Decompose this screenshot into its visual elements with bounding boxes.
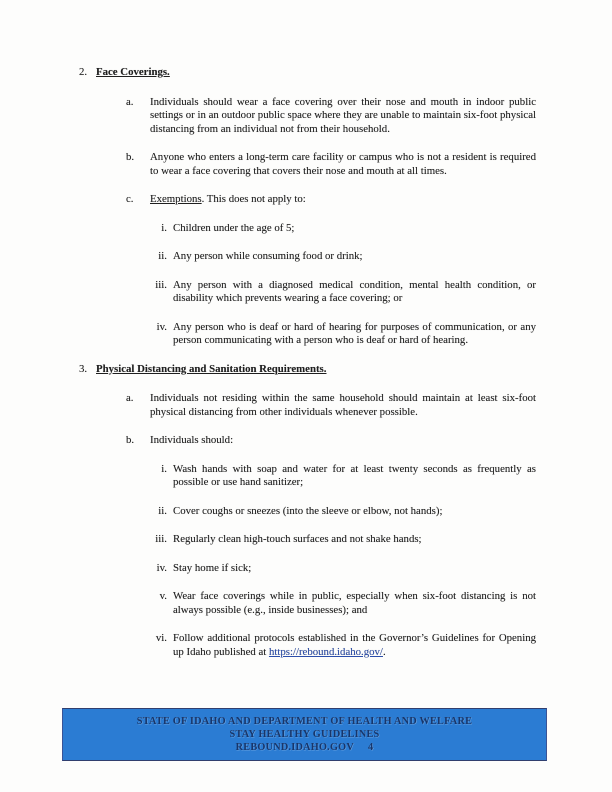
list-item-3b-vi	[146, 632, 536, 659]
section-title: Physical Distancing and Sanitation Requirements.	[96, 362, 327, 375]
list-item-3b-iv	[146, 562, 536, 576]
roman-label: i.	[161, 462, 167, 475]
roman-item-text: Wash hands with soap and water for at least twenty seconds as frequently as possible or use hand sanitizer;	[173, 462, 536, 488]
list-item-text	[150, 193, 536, 207]
document-content	[0, 66, 612, 674]
section-heading-physical-distancing	[79, 363, 612, 377]
list-item-label: a.	[126, 392, 134, 404]
list-item-text: Anyone who enters a long-term care facility or campus who is not a resident is required to wear a face covering that covers their nose and mouth at all times.	[150, 151, 536, 177]
footer-site-text: REBOUND.IDAHO.GOV	[235, 742, 355, 753]
footer-banner	[62, 708, 547, 761]
vi-text-before-link: Follow additional protocols established in the Governor’s Guidelines for Opening up Idaho published at	[173, 632, 536, 658]
roman-item-text: Stay home if sick;	[173, 561, 252, 574]
roman-label: iii.	[155, 533, 167, 545]
list-item-label: c.	[126, 193, 134, 205]
list-item-3b-iii	[146, 533, 536, 547]
roman-item-text: Regularly clean high-touch surfaces and not shake hands;	[173, 533, 422, 545]
roman-item-text: Any person while consuming food or drink;	[173, 250, 363, 262]
footer-line-2: STAY HEALTHY GUIDELINES	[229, 729, 380, 740]
list-item-text: Individuals not residing within the same household should maintain at least six-foot physical distancing from other individuals whenever possible.	[150, 392, 536, 418]
footer-page-number: 4	[368, 742, 374, 753]
list-item-2c-iii	[146, 279, 536, 306]
list-item-2c	[126, 193, 536, 207]
roman-item-text	[173, 632, 536, 659]
roman-item-text: Children under the age of 5;	[173, 221, 295, 234]
roman-label: iv.	[156, 561, 167, 574]
roman-label: ii.	[158, 250, 167, 262]
vi-text-after-link: .	[382, 645, 386, 658]
section-number: 2.	[79, 66, 88, 78]
list-item-label: a.	[126, 95, 134, 108]
list-item-2a	[126, 96, 536, 137]
list-item-text: Individuals should wear a face covering over their nose and mouth in indoor public settings or in an outdoor public space where they are unable to maintain six-foot physical distancing from an individual not from their household.	[150, 95, 536, 135]
roman-label: v.	[159, 590, 167, 602]
exemptions-rest-text: . This does not apply to:	[201, 193, 306, 205]
roman-item-text: Wear face coverings while in public, especially when six-foot distancing is not always possible (e.g., inside businesses); and	[173, 590, 536, 616]
section-title: Face Coverings.	[96, 66, 170, 78]
list-item-text: Individuals should:	[150, 434, 234, 446]
roman-label: ii.	[158, 504, 167, 517]
roman-label: iii.	[155, 278, 167, 291]
section-number: 3.	[79, 362, 88, 375]
list-item-3b-v	[146, 590, 536, 617]
roman-label: vi.	[155, 632, 167, 644]
list-item-3a	[126, 392, 536, 419]
list-item-3b-i	[146, 463, 536, 490]
roman-label: i.	[161, 221, 167, 234]
rebound-idaho-link[interactable]: https://rebound.idaho.gov/	[268, 645, 383, 658]
list-item-2c-i	[146, 222, 536, 236]
roman-item-text: Cover coughs or sneezes (into the sleeve or elbow, not hands);	[173, 504, 443, 517]
list-item-3b-ii	[146, 505, 536, 519]
footer-line-1: STATE OF IDAHO AND DEPARTMENT OF HEALTH AND WELFARE	[136, 716, 473, 727]
list-item-2b	[126, 151, 536, 178]
list-item-2c-iv	[146, 321, 536, 348]
roman-item-text: Any person with a diagnosed medical condition, mental health condition, or disability which prevents wearing a face covering; or	[173, 278, 536, 304]
roman-label: iv.	[156, 320, 167, 333]
exemptions-underlined-word: Exemptions	[150, 193, 202, 205]
section-heading-face-coverings	[79, 66, 612, 80]
list-item-label: b.	[126, 434, 135, 446]
footer-line-3	[63, 741, 546, 754]
roman-item-text: Any person who is deaf or hard of hearing for purposes of communication, or any person communicating with a person who is deaf or hard of hearing.	[173, 320, 536, 346]
list-item-2c-ii	[146, 250, 536, 264]
list-item-3b	[126, 434, 536, 448]
list-item-label: b.	[126, 151, 135, 163]
